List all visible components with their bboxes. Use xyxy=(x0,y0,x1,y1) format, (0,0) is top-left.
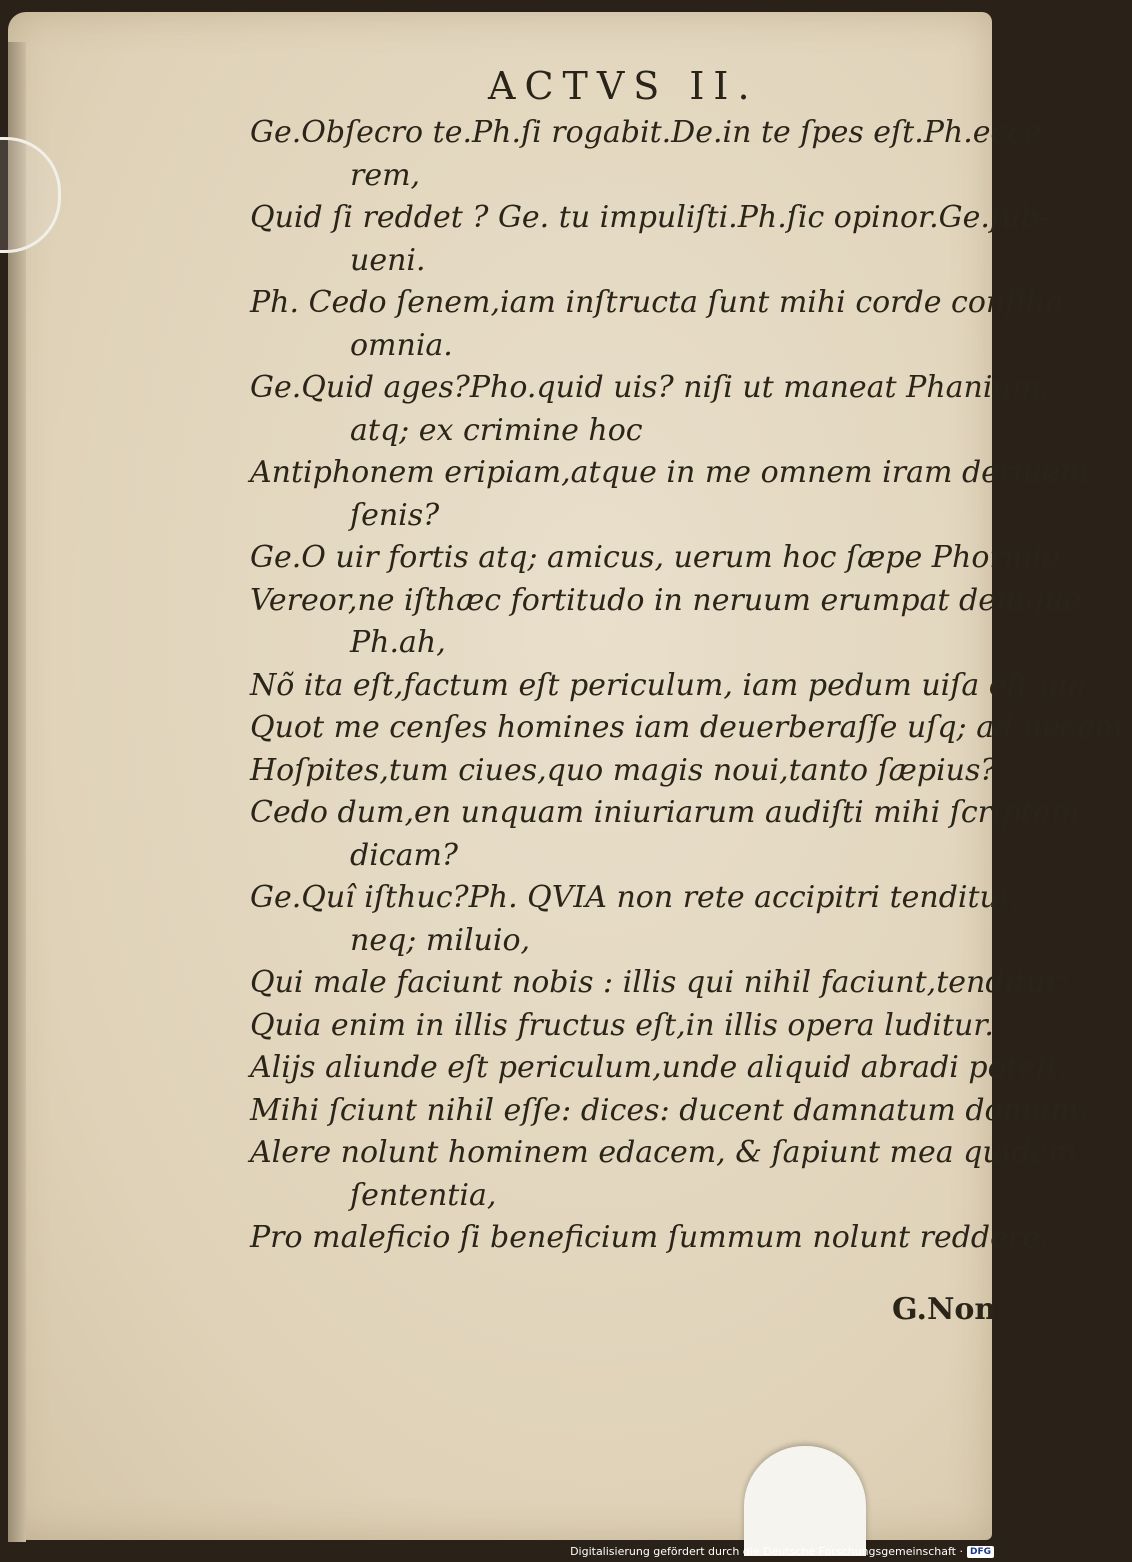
text-line: Ge.Quid ages?Pho.quid uis? niſi ut maneat Phanium, xyxy=(250,370,1050,405)
text-line: Quot me cenſes homines iam deuerberaſſe uſq; ad necem, xyxy=(250,710,1132,745)
text-line: neq; miluio, xyxy=(350,922,531,958)
book-page xyxy=(8,12,1132,1540)
text-line: omnia. xyxy=(350,327,453,363)
text-line: Ph.ah, xyxy=(350,625,446,660)
footer xyxy=(570,1545,994,1558)
text-line: Pro maleficio ſi beneficium ſummum nolunt reddere. xyxy=(250,1220,1050,1255)
text-line: Qui male faciunt nobis : illis qui nihil faciunt,tenditur: xyxy=(250,965,1070,1000)
text-block xyxy=(250,112,1132,1260)
catchword: G.Non xyxy=(892,1292,997,1327)
page-clip-top xyxy=(0,137,61,253)
text-line: Ph. Cedo ſenem,iam inſtructa ſunt mihi corde conſilia xyxy=(250,285,1063,320)
text-line: ſententia, xyxy=(350,1177,497,1213)
text-line: rem, xyxy=(350,157,421,193)
text-line: Ge.O uir fortis atq; amicus, uerum hoc ſæpe Phormio xyxy=(250,540,1060,575)
text-line: ſenis? xyxy=(350,497,440,533)
text-line: ueni. xyxy=(350,242,426,278)
text-line: Mihi ſciunt nihil eſſe: dices: ducent damnatum domum. xyxy=(250,1092,1089,1128)
text-line: Hoſpites,tum ciues,quo magis noui,tanto ſæpius? xyxy=(250,752,997,788)
text-line: Ge.Quî iſthuc?Ph. QVIA non rete accipitri tenditur, xyxy=(250,880,1020,915)
text-line: Ge.Obſecro te.Ph.ſi rogabit.De.in te ſpes eſt.Ph.ecce xyxy=(250,115,1042,150)
page-clip-bottom xyxy=(744,1446,866,1556)
text-line: atq; ex crimine hoc xyxy=(350,412,643,448)
footer-credit: Digitalisierung gefördert durch die Deutsche Forschungsgemeinschaft · xyxy=(570,1545,963,1558)
text-line: Nõ ita eſt,factum eſt periculum, iam pedum uiſa eſt uia. xyxy=(250,667,1096,703)
text-line: Cedo dum,en unquam iniuriarum audiſti mihi ſcriptam xyxy=(250,795,1080,830)
text-line: Quia enim in illis fructus eſt,in illis opera luditur. xyxy=(250,1007,994,1043)
text-line: dicam? xyxy=(350,837,459,873)
page-header: ACTVS II. xyxy=(488,64,759,108)
dfg-logo: DFG xyxy=(967,1546,994,1558)
text-line: Alere nolunt hominem edacem, & ſapiunt mea quidem xyxy=(250,1135,1077,1170)
text-line: Alijs aliunde eſt periculum,unde aliquid abradi poteſt, xyxy=(250,1050,1069,1085)
text-line: Quid ſi reddet ? Ge. tu impuliſti.Ph.ſic opinor.Ge.ſub- xyxy=(250,200,1050,235)
text-line: Vereor,ne iſthæc fortitudo in neruum erumpat denique. xyxy=(250,582,1091,618)
text-line: Antiphonem eripiam,atque in me omnem iram deriuem xyxy=(250,455,1089,490)
page-edge xyxy=(8,42,26,1542)
